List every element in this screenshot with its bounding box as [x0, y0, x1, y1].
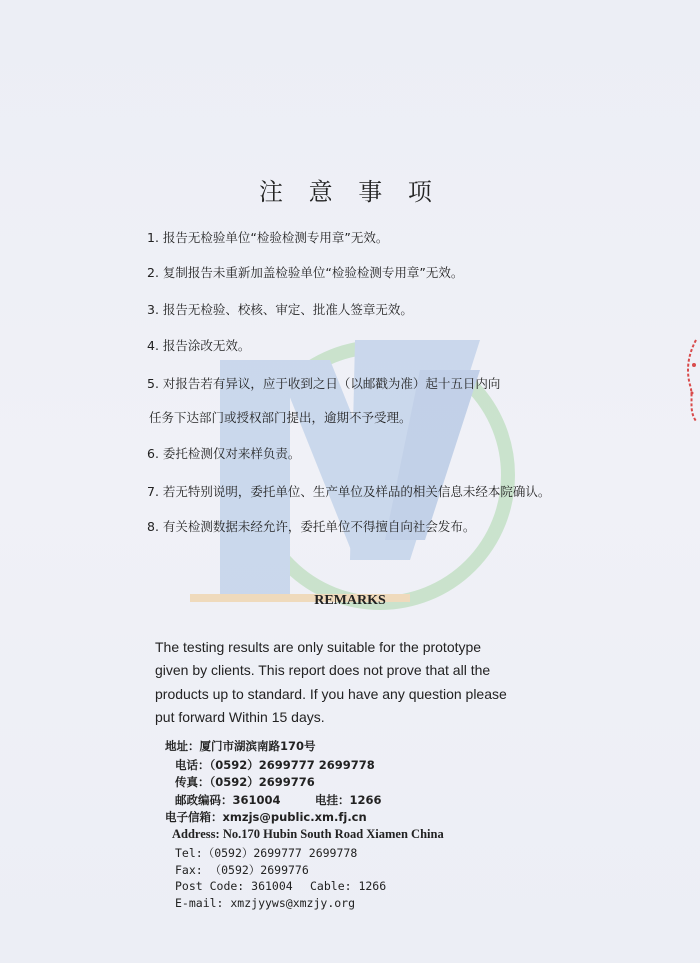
- notice-item-6: 6. 委托检测仅对来样负责。: [147, 446, 301, 461]
- remarks-line: The testing results are only suitable for the prototype: [155, 639, 482, 655]
- cable-cn: 电挂：1266: [315, 793, 382, 807]
- notice-item-5: 5. 对报告若有异议，应于收到之日（以邮戳为准）起十五日内向: [147, 376, 501, 391]
- email-en: E-mail: xmzjyyws@xmzjy.org: [175, 896, 356, 910]
- notice-item-7: 7. 若无特别说明，委托单位、生产单位及样品的相关信息未经本院确认。: [147, 484, 551, 499]
- postcode-en: Post Code: 361004: [175, 879, 293, 893]
- notice-item-8: 8. 有关检测数据未经允许，委托单位不得擅自向社会发布。: [147, 519, 476, 534]
- tel-en: Tel:（0592）2699777 2699778: [175, 846, 358, 860]
- remarks-line: products up to standard. If you have any question please: [155, 685, 507, 702]
- cable-en: Cable: 1266: [310, 879, 387, 893]
- remarks-paragraph: [155, 636, 575, 730]
- fax-cn: 传真：（0592）2699776: [175, 775, 315, 789]
- remarks-heading: REMARKS: [314, 593, 386, 608]
- notice-item-5-continued: 任务下达部门或授权部门提出，逾期不予受理。: [149, 410, 412, 425]
- notice-item-3: 3. 报告无检验、校核、审定、批准人签章无效。: [147, 302, 413, 317]
- postcode-cn: 邮政编码：361004: [175, 793, 281, 807]
- email-cn: 电子信箱：xmzjs@public.xm.fj.cn: [165, 810, 367, 824]
- fax-en: Fax: （0592）2699776: [175, 863, 309, 877]
- address-cn: 地址：厦门市湖滨南路170号: [165, 739, 316, 753]
- address-en: Address: No.170 Hubin South Road Xiamen China: [172, 827, 444, 841]
- notice-item-4: 4. 报告涂改无效。: [147, 338, 251, 353]
- page-title: 注 意 事 项: [259, 178, 441, 206]
- red-stamp-edge: [682, 335, 700, 425]
- notice-item-1: 1. 报告无检验单位“检验检测专用章”无效。: [147, 230, 389, 245]
- phone-cn: 电话：（0592）2699777 2699778: [175, 758, 375, 772]
- notice-item-2: 2. 复制报告未重新加盖检验单位“检验检测专用章”无效。: [147, 265, 464, 280]
- remarks-line: given by clients. This report does not prove that all the: [155, 662, 491, 679]
- remarks-line: put forward Within 15 days.: [155, 709, 325, 726]
